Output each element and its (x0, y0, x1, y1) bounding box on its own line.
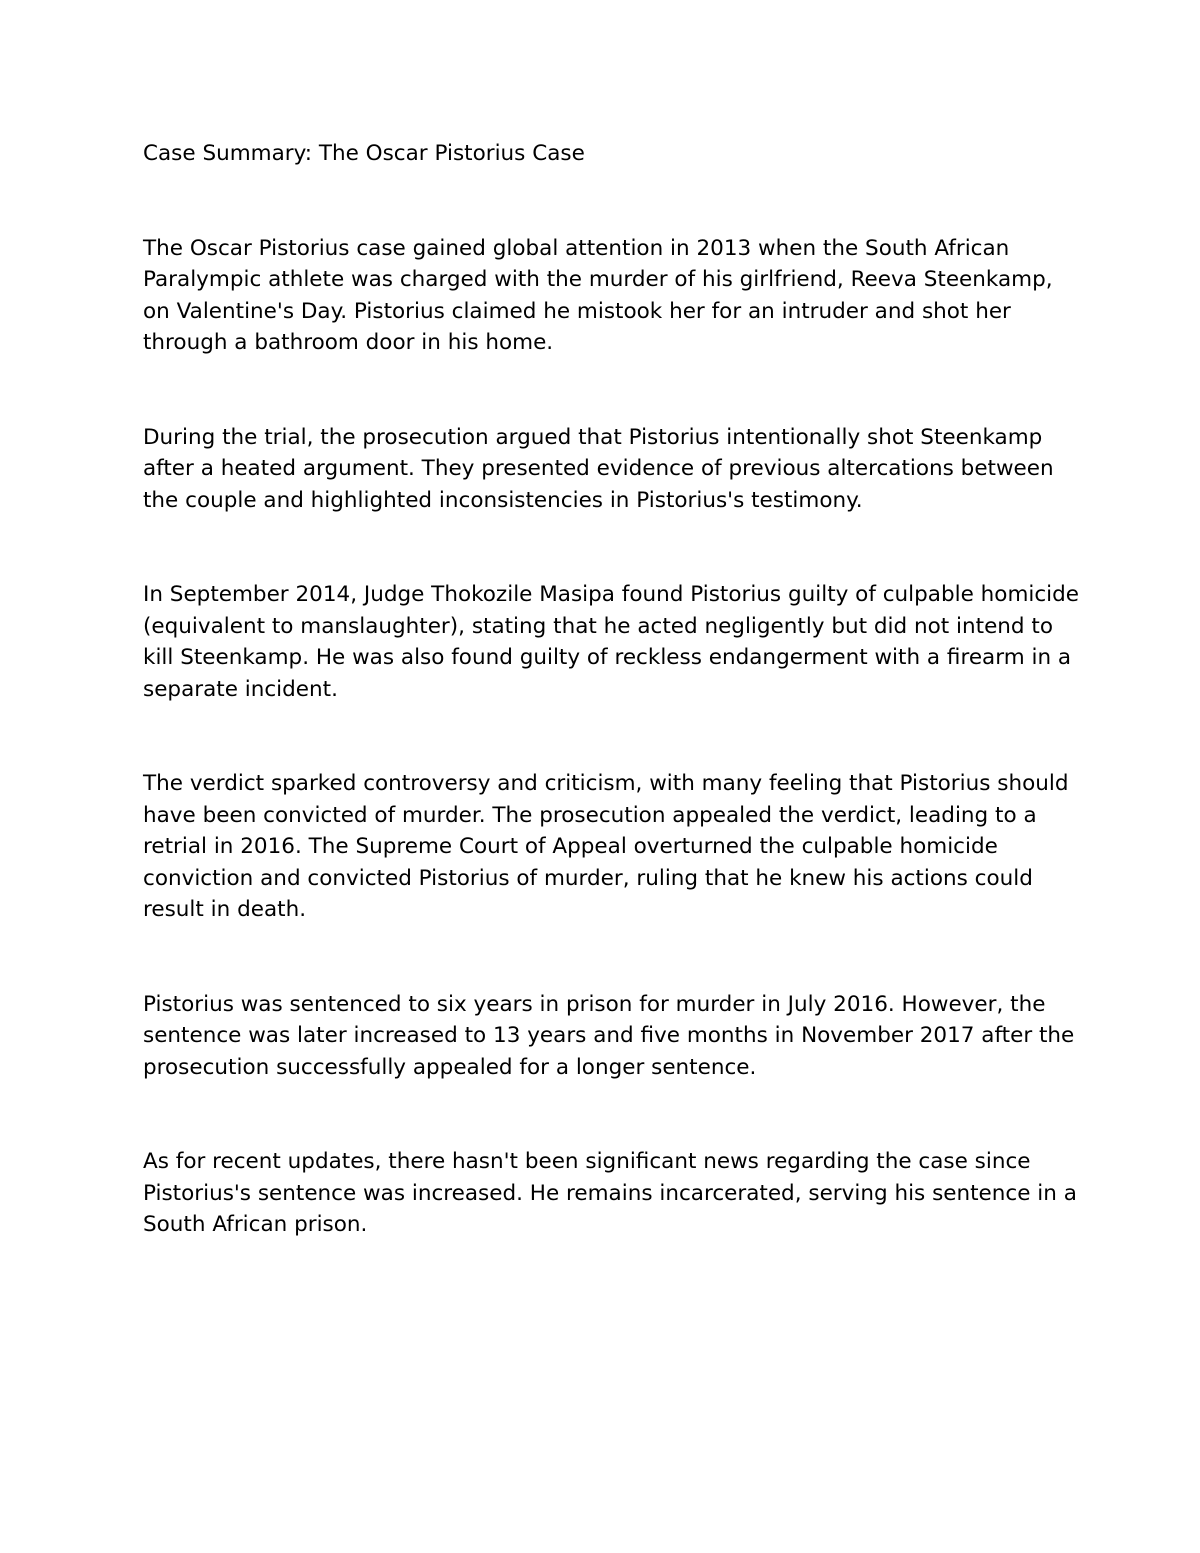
document-body (143, 138, 1083, 1241)
paragraph-updates: As for recent updates, there hasn't been significant news regarding the case since Pistorius's sentence was increased. He remains incarcerated, serving his sentence in a South African prison. (143, 1149, 1077, 1237)
paragraph-trial: During the trial, the prosecution argued that Pistorius intentionally shot Steenkamp after a heated argument. They presented evidence of previous altercations between the couple and highlighted inconsistencies in Pistorius's testimony. (143, 424, 1054, 513)
paragraph-sentence: Pistorius was sentenced to six years in prison for murder in July 2016. However, the sentence was later increased to 13 years and five months in November 2017 after the prosecution successfully appealed for a longer sentence. (143, 991, 1075, 1080)
paragraph-verdict: In September 2014, Judge Thokozile Masipa found Pistorius guilty of culpable homicide (equivalent to manslaughter), stating that he acted negligently but did not intend to kill Steenkamp. He was also found guilty of reckless endangerment with a firearm in a separate incident. (143, 582, 1080, 702)
paragraph-appeal: The verdict sparked controversy and criticism, with many feeling that Pistorius should have been convicted of murder. The prosecution appealed the verdict, leading to a retrial in 2016. The Supreme Court of Appeal overturned the culpable homicide conviction and convicted Pistorius of murder, ruling that he knew his actions could result in death. (143, 771, 1069, 922)
paragraph-intro: The Oscar Pistorius case gained global attention in 2013 when the South African Paralympic athlete was charged with the murder of his girlfriend, Reeva Steenkamp, on Valentine's Day. Pistorius claimed he mistook her for an intruder and shot her through a bathroom door in his home. (143, 235, 1053, 355)
document-title: Case Summary: The Oscar Pistorius Case (143, 141, 585, 166)
